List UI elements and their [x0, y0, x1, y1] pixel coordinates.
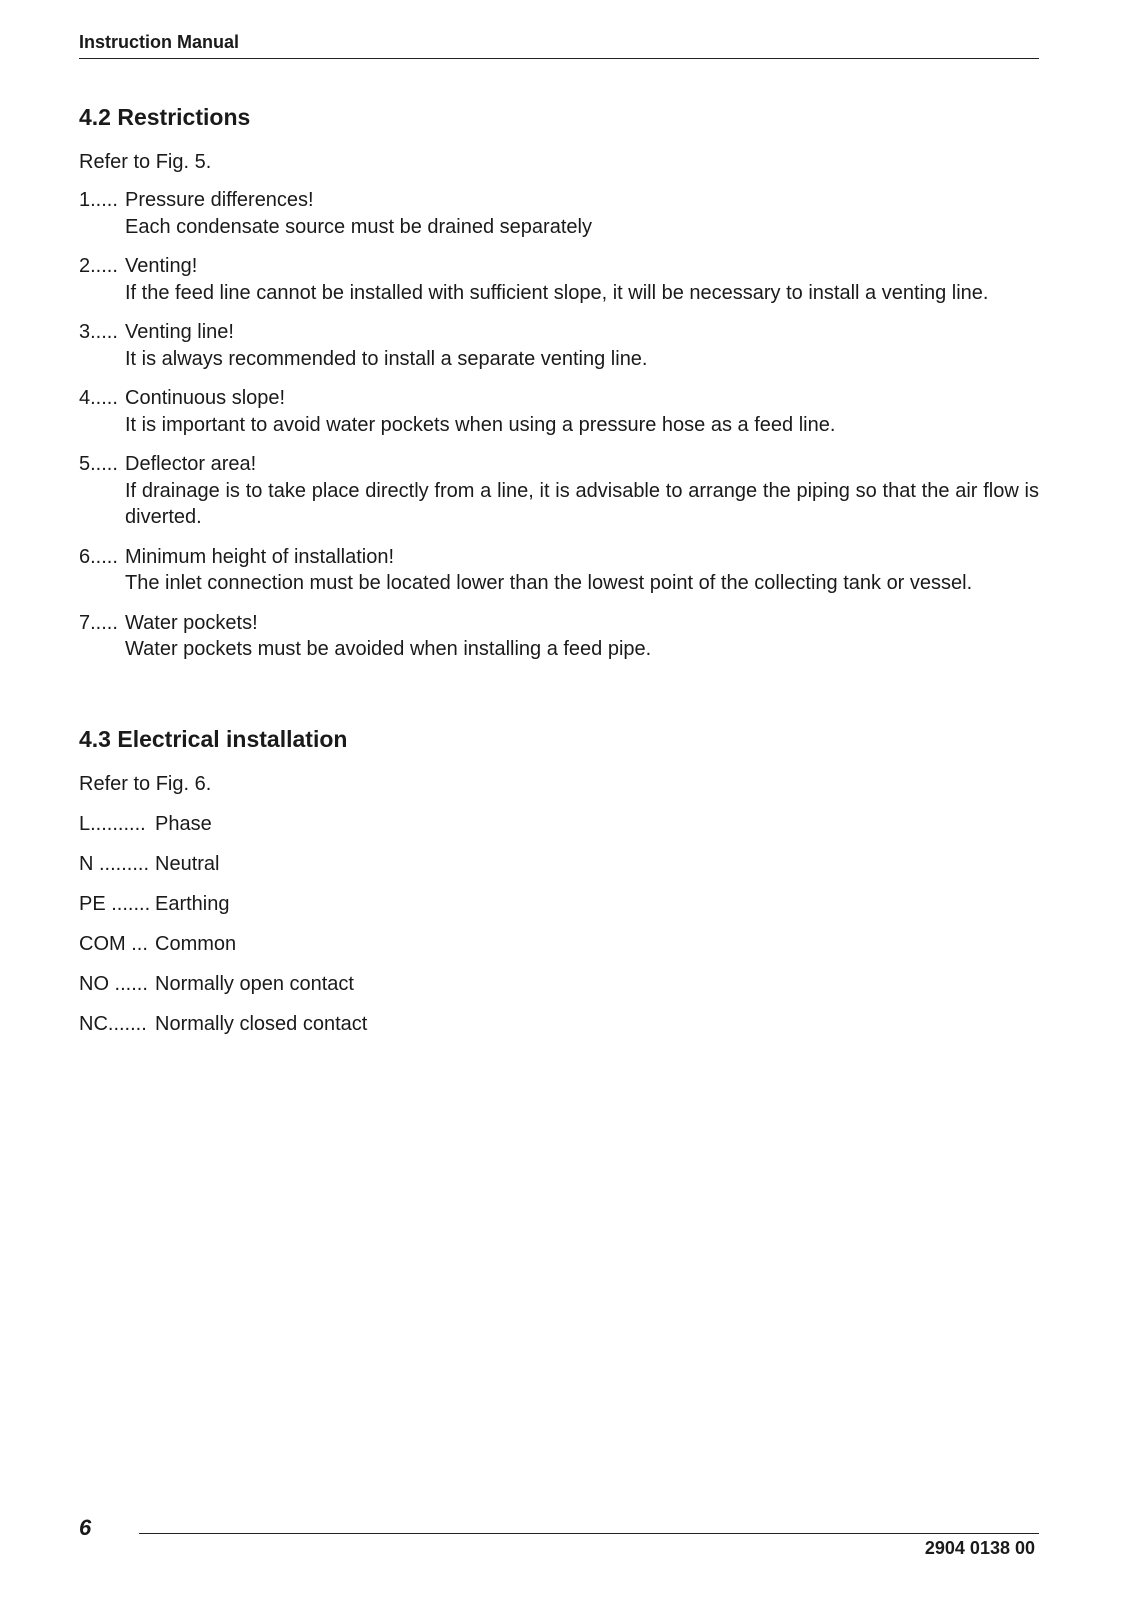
- header-divider: [79, 58, 1039, 59]
- legend-key: L..........: [79, 813, 146, 835]
- item-description: If the feed line cannot be installed with sufficient slope, it will be necessary to install a venting line.: [125, 281, 989, 304]
- item-title: Continuous slope!: [125, 387, 286, 409]
- legend-value: Normally open contact: [155, 973, 354, 995]
- section-restrictions: [79, 103, 1039, 676]
- item-title: Water pockets!: [125, 611, 258, 634]
- figure-reference: Refer to Fig. 6.: [79, 773, 212, 795]
- list-item: [79, 319, 1039, 372]
- item-title: Deflector area!: [125, 453, 257, 475]
- section-heading: 4.2 Restrictions: [79, 104, 251, 130]
- legend-value: Earthing: [155, 893, 230, 915]
- legend-key: N .........: [79, 853, 150, 875]
- figure-reference: Refer to Fig. 5.: [79, 151, 212, 173]
- item-title: Pressure differences!: [125, 189, 314, 211]
- item-description: Each condensate source must be drained separately: [125, 215, 592, 238]
- legend-key: COM ...: [79, 933, 148, 955]
- legend-key: PE .......: [79, 893, 151, 915]
- legend-value: Neutral: [155, 853, 220, 875]
- legend-key: NO ......: [79, 973, 148, 995]
- item-number: 7.....: [79, 611, 118, 634]
- list-item: [79, 544, 1039, 597]
- legend-value: Normally closed contact: [155, 1013, 368, 1035]
- item-description: Water pockets must be avoided when installing a feed pipe.: [125, 638, 652, 660]
- legend-row: [79, 852, 1039, 892]
- list-item: [79, 253, 1039, 306]
- item-description: The inlet connection must be located lower than the lowest point of the collecting tank or vessel.: [125, 572, 973, 594]
- legend-row: [79, 972, 1039, 1012]
- item-description: It is important to avoid water pockets when using a pressure hose as a feed line.: [125, 413, 836, 436]
- section-heading: 4.3 Electrical installation: [79, 726, 348, 752]
- item-description: It is always recommended to install a separate venting line.: [125, 347, 648, 370]
- legend-row: [79, 932, 1039, 972]
- header-title: Instruction Manual: [79, 32, 240, 52]
- item-number: 4.....: [79, 387, 118, 409]
- legend-row: [79, 892, 1039, 932]
- legend-row: [79, 1012, 1039, 1052]
- item-title: Venting!: [125, 255, 198, 277]
- legend-value: Common: [155, 933, 237, 955]
- item-number: 3.....: [79, 321, 118, 343]
- footer-divider: [139, 1533, 1039, 1534]
- page-number: 6: [79, 1515, 92, 1540]
- legend-row: [79, 812, 1039, 852]
- document-code: 2904 0138 00: [924, 1538, 1035, 1558]
- list-item: [79, 385, 1039, 438]
- legend-value: Phase: [155, 813, 212, 835]
- restrictions-list: [79, 187, 1039, 663]
- legend-key: NC.......: [79, 1013, 147, 1035]
- item-description: If drainage is to take place directly from a line, it is advisable to arrange the piping so that the air flow is diverted.: [125, 479, 1039, 528]
- section-electrical: [79, 725, 1039, 1052]
- terminal-legend: [79, 812, 1039, 1052]
- list-item: [79, 610, 1039, 663]
- item-title: Minimum height of installation!: [125, 545, 395, 568]
- list-item: [79, 451, 1039, 531]
- item-title: Venting line!: [125, 321, 234, 343]
- item-number: 6.....: [79, 545, 118, 568]
- item-number: 1.....: [79, 189, 118, 211]
- item-number: 2.....: [79, 255, 118, 277]
- item-number: 5.....: [79, 453, 118, 475]
- list-item: [79, 187, 1039, 240]
